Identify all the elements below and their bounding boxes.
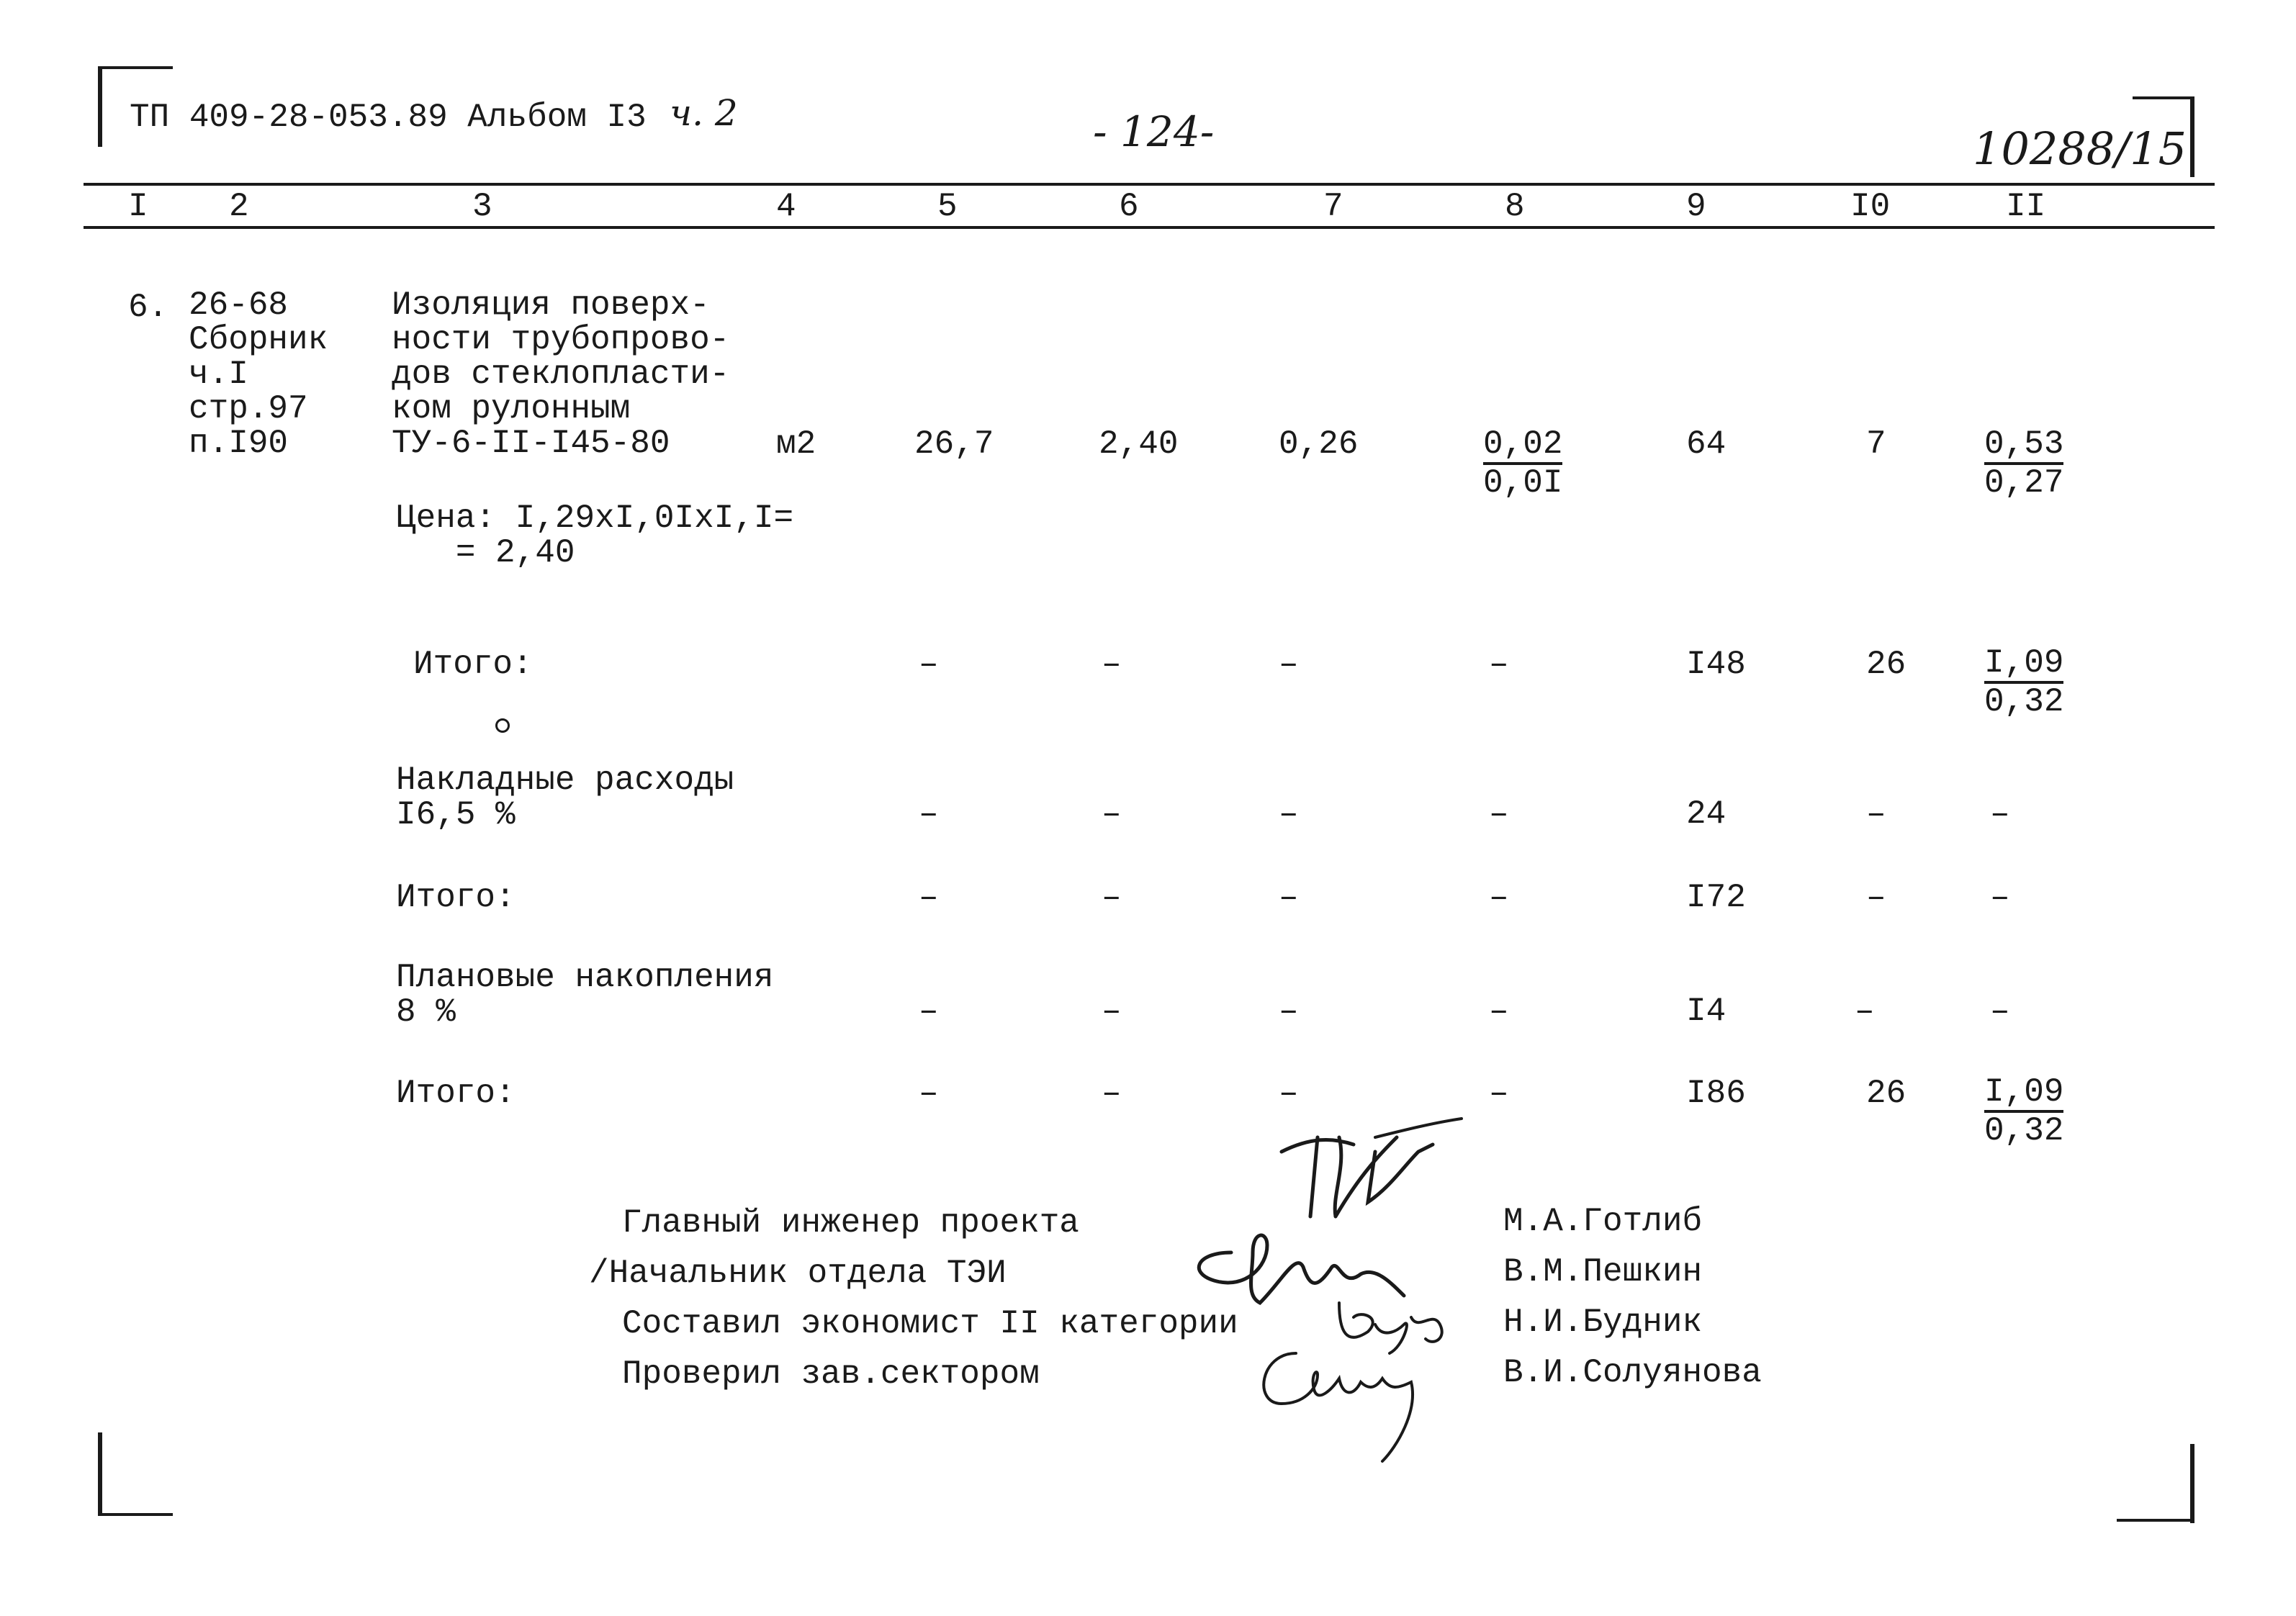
total-3-col7: – (1279, 1075, 1299, 1112)
column-header-9: 9 (1686, 188, 1706, 225)
overhead-col9: 24 (1686, 795, 1726, 833)
total-1-col11-bottom: 0,32 (1984, 683, 2064, 721)
planned-col5: – (919, 993, 939, 1030)
total-2-col8: – (1489, 879, 1509, 916)
signature-name-economist: Н.И.Будник (1503, 1304, 1703, 1341)
total-2-col11: – (1990, 879, 2010, 916)
total-1-label: Итого: (413, 646, 533, 683)
signature-name-checker: В.И.Солуянова (1503, 1354, 1762, 1391)
table-header-bottom-rule (84, 226, 2215, 229)
total-3-col6: – (1102, 1075, 1122, 1112)
total-1-col10: 26 (1866, 646, 1906, 683)
frame-corner-bottom-right-h (2117, 1519, 2194, 1522)
total-3-label: Итого: (396, 1075, 516, 1112)
item-number: 6. (128, 289, 168, 326)
signature-role-checker: Проверил зав.сектором (622, 1355, 1040, 1393)
total-2-col6: – (1102, 879, 1122, 916)
item-unit: м2 (776, 425, 816, 463)
frame-corner-top-left-h (98, 66, 173, 69)
overhead-col5: – (919, 795, 939, 833)
column-header-10: I0 (1850, 188, 1891, 225)
page-number: - 124- (1093, 107, 1215, 156)
total-2-col9: I72 (1686, 879, 1746, 916)
planned-col6: – (1102, 993, 1122, 1030)
planned-label: Плановые накопления 8 % (396, 959, 774, 1031)
signature-chief-engineer-handwriting (1267, 1109, 1469, 1238)
frame-corner-top-right (2190, 96, 2194, 177)
item-col11-bottom: 0,27 (1984, 464, 2064, 502)
document-code: ТП 409-28-053.89 Альбом I3 (130, 99, 647, 136)
signature-name-chief-engineer: М.А.Готлиб (1503, 1203, 1703, 1240)
signature-role-economist: Составил экономист II категории (622, 1305, 1238, 1342)
item-col11-fraction (1984, 425, 2064, 502)
total-3-col11-top: I,09 (1984, 1075, 2063, 1113)
overhead-label: Накладные расходы I6,5 % (396, 762, 734, 834)
item-name: Изоляция поверх- ности трубопрово- дов стеклопласти- ком рулонным ТУ-6-II-I45-80 (392, 286, 730, 462)
frame-corner-top-right-h (2133, 96, 2194, 99)
frame-corner-bottom-left-h (98, 1513, 173, 1516)
overhead-col11: – (1990, 795, 2010, 833)
column-header-1: I (128, 188, 148, 225)
signature-role-chief-engineer: Главный инженер проекта (622, 1204, 1079, 1242)
frame-corner-bottom-left (98, 1432, 102, 1516)
column-header-5: 5 (937, 188, 958, 225)
overhead-col8: – (1489, 795, 1509, 833)
overhead-col10: – (1866, 795, 1886, 833)
planned-col9: I4 (1686, 993, 1726, 1030)
total-1-col7: – (1279, 646, 1299, 683)
item-col7: 0,26 (1279, 425, 1359, 463)
column-header-6: 6 (1119, 188, 1139, 225)
signature-checker-handwriting (1246, 1339, 1433, 1476)
table-header-top-rule (84, 183, 2215, 186)
total-2-col7: – (1279, 879, 1299, 916)
total-1-col5: – (919, 646, 939, 683)
total-1-col8: – (1489, 646, 1509, 683)
planned-col7: – (1279, 993, 1299, 1030)
signature-name-department-head: В.М.Пешкин (1503, 1253, 1703, 1291)
item-col10: 7 (1866, 425, 1886, 463)
document-part: ч. 2 (670, 92, 738, 134)
item-reference: 26-68 Сборник ч.I стр.97 п.I90 (189, 286, 328, 462)
item-price-formula: Цена: I,29xI,0IxI,I= = 2,40 (396, 500, 794, 572)
overhead-col6: – (1102, 795, 1122, 833)
frame-corner-top-left (98, 66, 102, 147)
planned-col11: – (1990, 993, 2010, 1030)
total-2-col10: – (1866, 879, 1886, 916)
total-3-col5: – (919, 1075, 939, 1112)
total-2-label: Итого: (396, 879, 516, 916)
item-quantity: 26,7 (914, 425, 994, 463)
scan-speck (495, 718, 510, 733)
total-3-col10: 26 (1866, 1075, 1906, 1112)
column-header-8: 8 (1505, 188, 1525, 225)
total-3-col11-fraction (1984, 1073, 2064, 1150)
total-1-col6: – (1102, 646, 1122, 683)
column-header-4: 4 (776, 188, 796, 225)
item-col11-top: 0,53 (1984, 428, 2063, 465)
planned-col10: – (1855, 993, 1875, 1030)
overhead-col7: – (1279, 795, 1299, 833)
item-col8-top: 0,02 (1483, 428, 1562, 465)
item-price: 2,40 (1099, 425, 1179, 463)
signature-role-department-head: /Начальник отдела ТЭИ (589, 1255, 1007, 1292)
column-header-7: 7 (1323, 188, 1343, 225)
total-1-col9: I48 (1686, 646, 1746, 683)
total-1-col11-top: I,09 (1984, 646, 2063, 684)
total-3-col8: – (1489, 1075, 1509, 1112)
frame-corner-bottom-right (2190, 1444, 2194, 1523)
item-col8-bottom: 0,0I (1483, 464, 1563, 502)
column-header-3: 3 (472, 188, 492, 225)
total-3-col11-bottom: 0,32 (1984, 1112, 2064, 1150)
item-col9: 64 (1686, 425, 1726, 463)
column-header-2: 2 (229, 188, 249, 225)
total-2-col5: – (919, 879, 939, 916)
column-header-11: II (2006, 188, 2046, 225)
total-1-col11-fraction (1984, 644, 2064, 721)
document-number: 10288/15 (1973, 122, 2187, 175)
planned-col8: – (1489, 993, 1509, 1030)
item-col8-fraction (1483, 425, 1563, 502)
total-3-col9: I86 (1686, 1075, 1746, 1112)
